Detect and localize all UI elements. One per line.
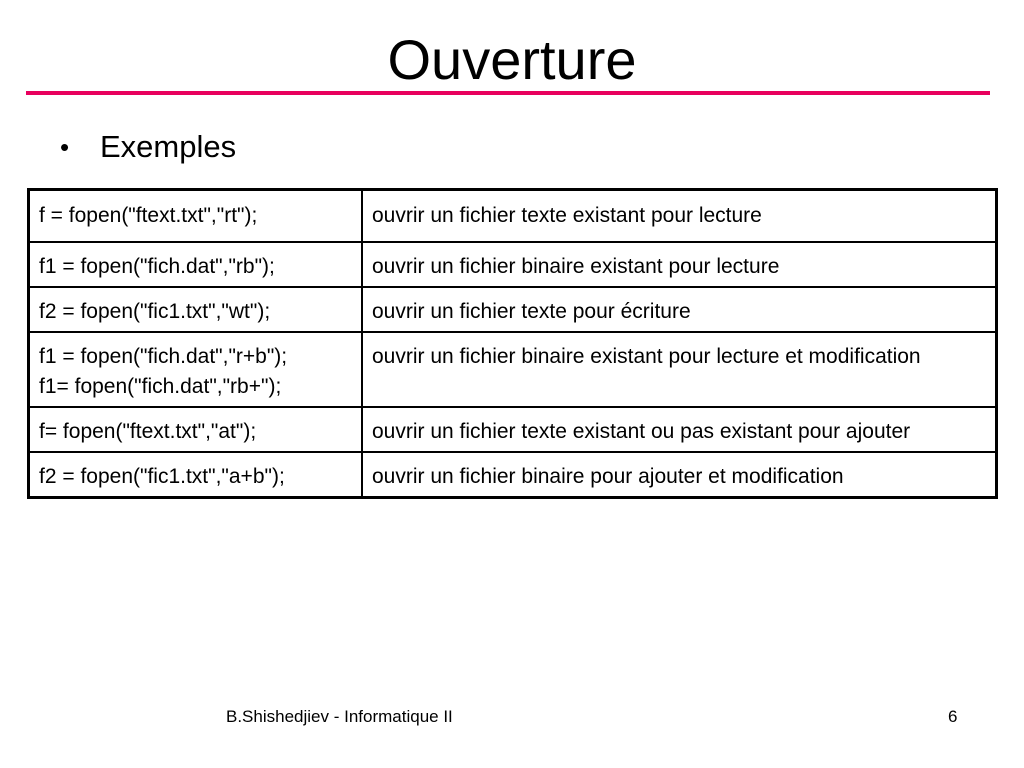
table-row [29, 407, 997, 452]
description-cell: ouvrir un fichier texte existant ou pas existant pour ajouter [362, 407, 997, 452]
table-row [29, 452, 997, 498]
code-cell [29, 287, 363, 332]
table-row [29, 332, 997, 407]
code-line: f1 = fopen("fich.dat","rb"); [39, 255, 275, 278]
bullet-item [60, 125, 236, 169]
code-line: f1= fopen("fich.dat","rb+"); [39, 375, 282, 398]
table-row [29, 242, 997, 287]
fopen-examples-table [27, 188, 998, 499]
code-line: f= fopen("ftext.txt","at"); [39, 420, 257, 443]
page-number: 6 [948, 707, 958, 726]
code-line: f2 = fopen("fic1.txt","wt"); [39, 300, 271, 323]
bullet-text: Exemples [100, 129, 237, 164]
description-cell: ouvrir un fichier binaire pour ajouter et modification [362, 452, 997, 498]
code-line: f = fopen("ftext.txt","rt"); [39, 204, 258, 227]
code-cell [29, 242, 363, 287]
slide-title: Ouverture [387, 28, 637, 91]
code-line: f2 = fopen("fic1.txt","a+b"); [39, 465, 285, 488]
title-underline [26, 91, 990, 95]
code-cell [29, 452, 363, 498]
description-cell: ouvrir un fichier texte existant pour lecture [362, 190, 997, 243]
code-line: f1 = fopen("fich.dat","r+b"); [39, 345, 288, 368]
description-cell: ouvrir un fichier binaire existant pour lecture [362, 242, 997, 287]
footer-author: B.Shishedjiev - Informatique II [226, 707, 453, 726]
table-row [29, 287, 997, 332]
description-cell: ouvrir un fichier texte pour écriture [362, 287, 997, 332]
description-cell: ouvrir un fichier binaire existant pour lecture et modification [362, 332, 997, 407]
table-row [29, 190, 997, 243]
code-cell [29, 407, 363, 452]
bullet-dot-icon: • [60, 132, 70, 162]
code-cell [29, 332, 363, 407]
code-cell [29, 190, 363, 243]
